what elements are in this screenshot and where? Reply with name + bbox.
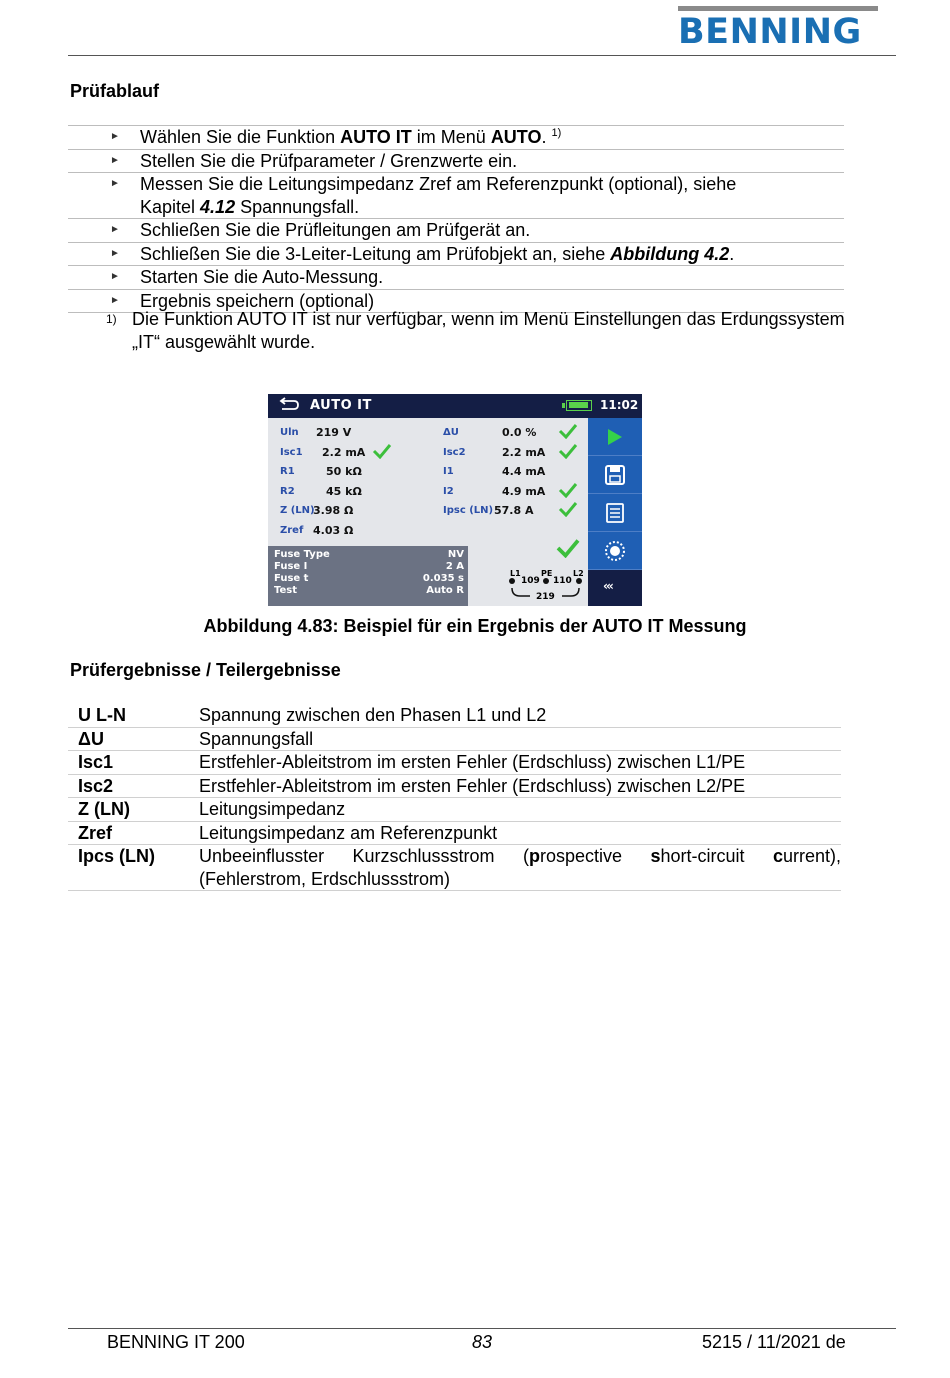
bullet-icon: ► (110, 271, 120, 282)
bullet-icon: ► (110, 131, 120, 142)
bullet-icon: ► (110, 247, 120, 259)
pass-check-icon (558, 482, 578, 498)
screen-title: AUTO IT (310, 398, 372, 413)
table-row: Isc1 Erstfehler-Ableitstrom im ersten Fehler (Erdschluss) zwischen L1/PE (68, 751, 841, 775)
bullet-icon: ► (110, 178, 120, 189)
step-item: ► Messen Sie die Leitungsimpedanz Zref am Referenzpunkt (optional), siehe Kapitel 4.12 Spannungsfall. (68, 172, 844, 218)
step-item: ► Ergebnis speichern (optional) (68, 289, 844, 314)
table-row: Isc2 Erstfehler-Ableitstrom im ersten Fehler (Erdschluss) zwischen L2/PE (68, 775, 841, 799)
result-value: 2.2 mA (322, 446, 366, 459)
result-label: Zref (280, 525, 304, 536)
figure-caption: Abbildung 4.83: Beispiel für ein Ergebnis der AUTO IT Messung (203, 616, 747, 636)
start-button[interactable] (588, 418, 642, 456)
step-item: ► Starten Sie die Auto-Messung. (68, 265, 844, 289)
step-item: ► Stellen Sie die Prüfparameter / Grenzwerte ein. (68, 149, 844, 173)
result-label: Isc2 (443, 447, 466, 458)
overall-pass-check-icon (555, 538, 581, 558)
result-value: 4.03 Ω (313, 524, 354, 537)
pass-check-icon (372, 443, 392, 459)
pass-check-icon (558, 501, 578, 517)
result-label: I2 (443, 486, 454, 497)
result-value: 45 kΩ (326, 485, 362, 498)
footnote: 1) Die Funktion AUTO IT ist nur verfügbar, wenn im Menü Einstellungen das Erdungssystem „IT“ ausgewählt wurde. (106, 309, 845, 352)
page-number: 83 (472, 1332, 493, 1352)
table-row: Zref Leitungsimpedanz am Referenzpunkt (68, 822, 841, 846)
step-item: ► Schließen Sie die Prüfleitungen am Prüfgerät an. (68, 218, 844, 242)
figure-ref[interactable]: Abbildung 4.2 (610, 243, 730, 264)
results-list-button[interactable] (588, 494, 642, 532)
section-title: Prüfablauf (70, 81, 160, 101)
back-arrow-icon[interactable] (278, 397, 300, 413)
result-label: Z (LN) (280, 505, 315, 516)
result-label: R1 (280, 466, 295, 477)
more-button[interactable] (588, 570, 642, 606)
bullet-icon: ► (110, 154, 120, 166)
table-row: Ipcs (LN) Unbeeinflusster Kurzschlussstrom (prospective short-circuit current), (Fehlerstrom, Erdschlussstrom) (68, 845, 841, 891)
step-item: ► Wählen Sie die Funktion AUTO IT im Menü AUTO. $^{1)}$ (68, 125, 844, 149)
save-button[interactable] (588, 456, 642, 494)
chapter-ref[interactable]: 4.12 (200, 196, 236, 217)
results-table (68, 704, 841, 891)
device-screen: AUTO IT 11:02 Uln 219 V Isc1 2.2 mA R1 50 kΩ R2 45 kΩ Z (LN) 3.98 Ω Zref 4.03 Ω ΔU 0.0 % Isc2 2.2 mA I1 4.4 mA I2 4.9 mA Ipsc (LN) 57.8 A Fuse Type NV Fuse I 2 A Fuse t 0.035 s Test Auto R L1 PE L2 109 110 219 ‹‹‹ (268, 394, 642, 606)
dial-icon (603, 539, 627, 563)
list-icon (605, 502, 625, 524)
footer-left: BENNING IT 200 (107, 1332, 245, 1352)
result-label: Ipsc (LN) (443, 505, 494, 516)
result-label: Isc1 (280, 447, 303, 458)
benning-logo: BENNING (678, 12, 862, 52)
logo-bar (678, 6, 878, 11)
bullet-icon: ► (110, 224, 120, 235)
result-label: Uln (280, 427, 299, 438)
results-title: Prüfergebnisse / Teilergebnisse (70, 660, 341, 680)
result-label: I1 (443, 466, 454, 477)
step-item: ► Schließen Sie die 3-Leiter-Leitung am Prüfobjekt an, siehe Abbildung 4.2. (68, 242, 844, 266)
save-icon (604, 464, 626, 486)
footnote-ref: 1) (551, 127, 562, 139)
result-value: 0.0 % (502, 426, 537, 439)
clock: 11:02 (600, 398, 639, 412)
result-label: R2 (280, 486, 295, 497)
table-row: Z (LN) Leitungsimpedanz (68, 798, 841, 822)
result-value: 50 kΩ (326, 465, 362, 478)
more-arrows-icon: ‹‹‹ (603, 579, 612, 593)
fuse-info-panel: Fuse Type NV Fuse I 2 A Fuse t 0.035 s Test Auto R (268, 546, 468, 606)
footer-right: 5215 / 11/2021 de (702, 1332, 846, 1352)
result-value: 4.9 mA (502, 485, 546, 498)
result-value: 2.2 mA (502, 446, 546, 459)
result-label: ΔU (443, 427, 459, 438)
table-row: ΔU Spannungsfall (68, 728, 841, 752)
battery-icon (566, 400, 592, 411)
steps-list (68, 125, 844, 313)
header-rule (68, 55, 896, 56)
result-value: 4.4 mA (502, 465, 546, 478)
result-value: 219 V (316, 426, 352, 439)
options-button[interactable] (588, 532, 642, 570)
screen-title-bar (268, 394, 642, 418)
side-button-bar (588, 418, 642, 606)
footnote-mark: 1) (106, 312, 117, 326)
play-icon (606, 427, 624, 447)
result-value: 3.98 Ω (313, 504, 354, 517)
bullet-icon: ► (110, 294, 120, 306)
pass-check-icon (558, 423, 578, 439)
table-row: U L-N Spannung zwischen den Phasen L1 und L2 (68, 704, 841, 728)
footer-rule (68, 1328, 896, 1329)
pass-check-icon (558, 443, 578, 459)
result-value: 57.8 A (494, 504, 534, 517)
battery-tip (562, 403, 565, 408)
